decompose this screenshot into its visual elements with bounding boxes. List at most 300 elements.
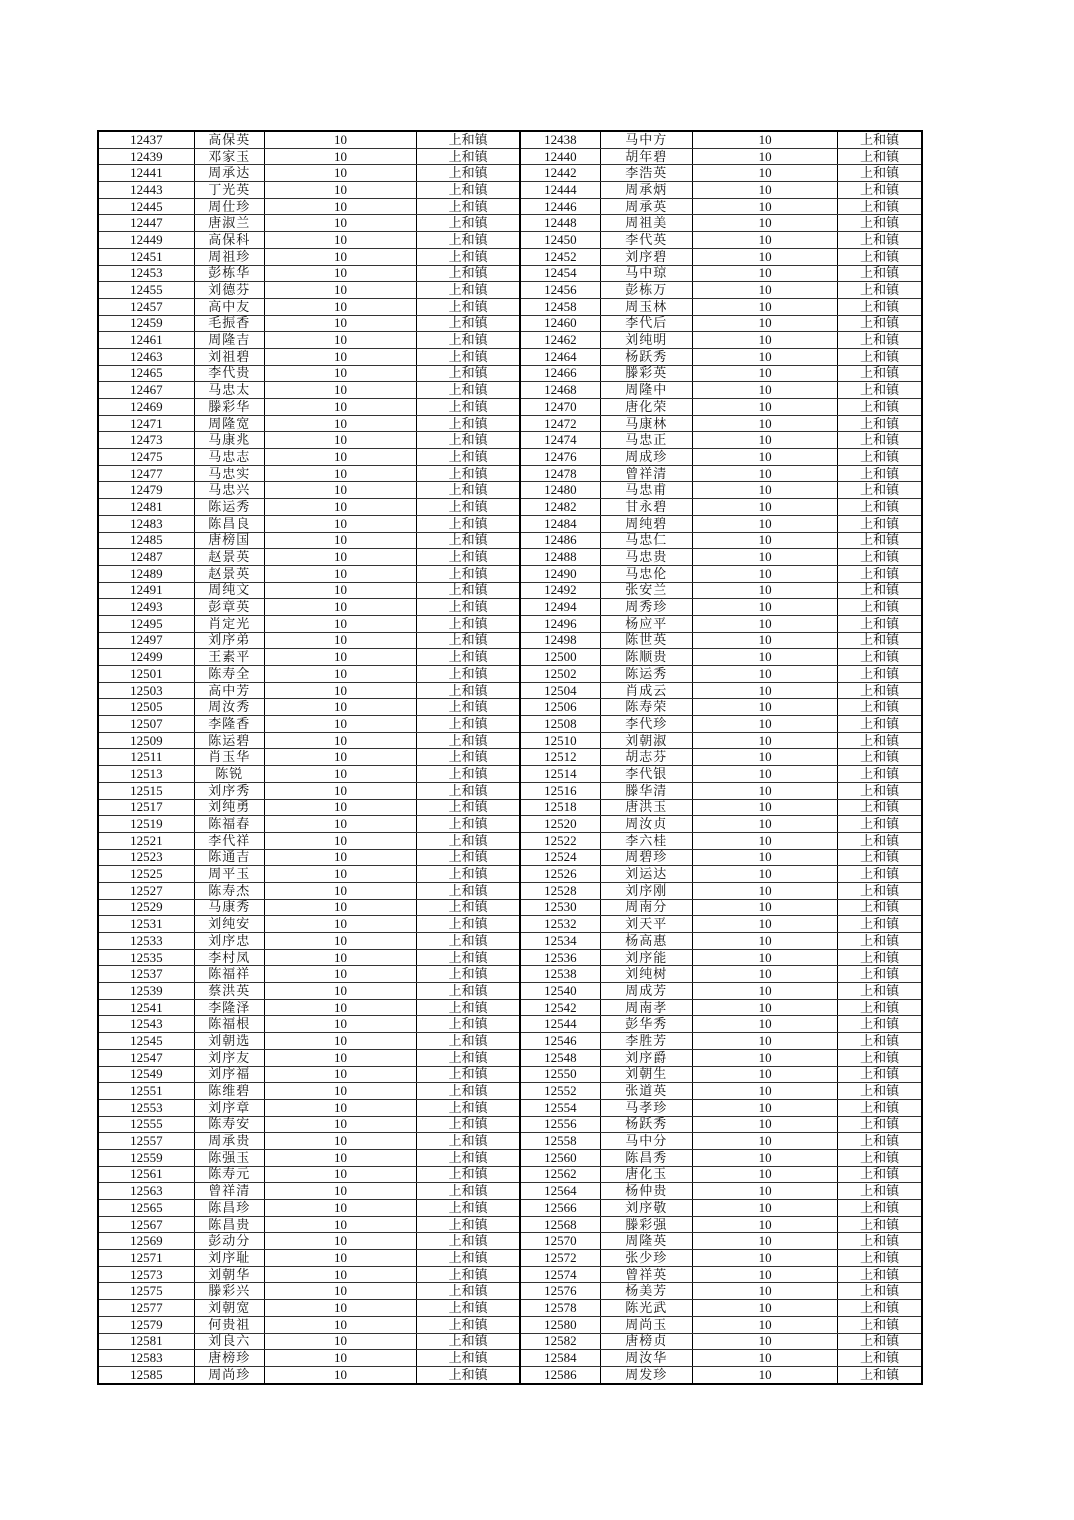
right-person-name-cell: 彭栋万 bbox=[600, 282, 692, 299]
left-person-name-cell: 刘纯勇 bbox=[194, 799, 264, 816]
left-town-cell: 上和镇 bbox=[417, 599, 520, 616]
left-person-name-cell: 高中芳 bbox=[194, 682, 264, 699]
table-row bbox=[98, 1116, 922, 1133]
left-town-cell: 上和镇 bbox=[417, 1016, 520, 1033]
left-row-id-cell: 12529 bbox=[98, 899, 194, 916]
right-town-cell: 上和镇 bbox=[838, 916, 922, 933]
left-amount-cell: 10 bbox=[264, 949, 416, 966]
table-row bbox=[98, 1183, 922, 1200]
left-person-name-cell: 陈福根 bbox=[194, 1016, 264, 1033]
right-town-cell: 上和镇 bbox=[838, 832, 922, 849]
left-person-name-cell: 彭栋华 bbox=[194, 265, 264, 282]
right-row-id-cell: 12496 bbox=[520, 615, 600, 632]
left-town-cell: 上和镇 bbox=[417, 248, 520, 265]
right-amount-cell: 10 bbox=[692, 1366, 837, 1383]
left-town-cell: 上和镇 bbox=[417, 1099, 520, 1116]
table-row bbox=[98, 682, 922, 699]
right-row-id-cell: 12490 bbox=[520, 565, 600, 582]
right-person-name-cell: 刘朝生 bbox=[600, 1066, 692, 1083]
right-amount-cell: 10 bbox=[692, 1049, 837, 1066]
right-row-id-cell: 12530 bbox=[520, 899, 600, 916]
table-row bbox=[98, 1333, 922, 1350]
left-amount-cell: 10 bbox=[264, 782, 416, 799]
right-town-cell: 上和镇 bbox=[838, 1350, 922, 1367]
right-person-name-cell: 周发珍 bbox=[600, 1366, 692, 1383]
left-person-name-cell: 曾祥清 bbox=[194, 1183, 264, 1200]
right-person-name-cell: 杨仲贵 bbox=[600, 1183, 692, 1200]
right-row-id-cell: 12472 bbox=[520, 415, 600, 432]
right-row-id-cell: 12566 bbox=[520, 1200, 600, 1217]
left-town-cell: 上和镇 bbox=[417, 832, 520, 849]
right-town-cell: 上和镇 bbox=[838, 1033, 922, 1050]
left-person-name-cell: 赵景英 bbox=[194, 549, 264, 566]
left-amount-cell: 10 bbox=[264, 265, 416, 282]
left-row-id-cell: 12563 bbox=[98, 1183, 194, 1200]
left-amount-cell: 10 bbox=[264, 832, 416, 849]
table-row bbox=[98, 499, 922, 516]
right-person-name-cell: 杨跃秀 bbox=[600, 1116, 692, 1133]
right-person-name-cell: 陈世英 bbox=[600, 632, 692, 649]
table-row bbox=[98, 782, 922, 799]
right-person-name-cell: 李代后 bbox=[600, 315, 692, 332]
left-row-id-cell: 12467 bbox=[98, 382, 194, 399]
left-town-cell: 上和镇 bbox=[417, 582, 520, 599]
right-person-name-cell: 周汝贞 bbox=[600, 816, 692, 833]
left-amount-cell: 10 bbox=[264, 682, 416, 699]
left-amount-cell: 10 bbox=[264, 649, 416, 666]
left-amount-cell: 10 bbox=[264, 415, 416, 432]
left-town-cell: 上和镇 bbox=[417, 1366, 520, 1383]
left-town-cell: 上和镇 bbox=[417, 766, 520, 783]
left-town-cell: 上和镇 bbox=[417, 1116, 520, 1133]
left-person-name-cell: 陈维碧 bbox=[194, 1083, 264, 1100]
right-person-name-cell: 陈运秀 bbox=[600, 666, 692, 683]
left-row-id-cell: 12525 bbox=[98, 866, 194, 883]
left-town-cell: 上和镇 bbox=[417, 1133, 520, 1150]
left-town-cell: 上和镇 bbox=[417, 298, 520, 315]
left-amount-cell: 10 bbox=[264, 632, 416, 649]
right-row-id-cell: 12514 bbox=[520, 766, 600, 783]
right-row-id-cell: 12486 bbox=[520, 532, 600, 549]
table-row bbox=[98, 1216, 922, 1233]
left-town-cell: 上和镇 bbox=[417, 615, 520, 632]
right-town-cell: 上和镇 bbox=[838, 549, 922, 566]
right-row-id-cell: 12454 bbox=[520, 265, 600, 282]
right-person-name-cell: 杨跃秀 bbox=[600, 348, 692, 365]
left-town-cell: 上和镇 bbox=[417, 1183, 520, 1200]
right-amount-cell: 10 bbox=[692, 1266, 837, 1283]
left-person-name-cell: 李隆香 bbox=[194, 716, 264, 733]
right-person-name-cell: 甘永碧 bbox=[600, 499, 692, 516]
left-amount-cell: 10 bbox=[264, 882, 416, 899]
left-row-id-cell: 12543 bbox=[98, 1016, 194, 1033]
table-row bbox=[98, 966, 922, 983]
left-amount-cell: 10 bbox=[264, 182, 416, 199]
left-town-cell: 上和镇 bbox=[417, 382, 520, 399]
right-amount-cell: 10 bbox=[692, 799, 837, 816]
right-amount-cell: 10 bbox=[692, 1066, 837, 1083]
right-town-cell: 上和镇 bbox=[838, 532, 922, 549]
left-person-name-cell: 陈福祥 bbox=[194, 966, 264, 983]
left-row-id-cell: 12481 bbox=[98, 499, 194, 516]
right-person-name-cell: 胡志芬 bbox=[600, 749, 692, 766]
right-amount-cell: 10 bbox=[692, 1300, 837, 1317]
right-amount-cell: 10 bbox=[692, 232, 837, 249]
left-person-name-cell: 周仕珍 bbox=[194, 198, 264, 215]
right-town-cell: 上和镇 bbox=[838, 1283, 922, 1300]
right-row-id-cell: 12550 bbox=[520, 1066, 600, 1083]
right-town-cell: 上和镇 bbox=[838, 749, 922, 766]
left-amount-cell: 10 bbox=[264, 348, 416, 365]
left-person-name-cell: 何贵祖 bbox=[194, 1316, 264, 1333]
left-town-cell: 上和镇 bbox=[417, 532, 520, 549]
table-row bbox=[98, 148, 922, 165]
left-row-id-cell: 12583 bbox=[98, 1350, 194, 1367]
table-row bbox=[98, 882, 922, 899]
left-row-id-cell: 12455 bbox=[98, 282, 194, 299]
left-row-id-cell: 12465 bbox=[98, 365, 194, 382]
right-row-id-cell: 12498 bbox=[520, 632, 600, 649]
left-row-id-cell: 12505 bbox=[98, 699, 194, 716]
table-row bbox=[98, 415, 922, 432]
left-town-cell: 上和镇 bbox=[417, 732, 520, 749]
left-person-name-cell: 丁光英 bbox=[194, 182, 264, 199]
left-town-cell: 上和镇 bbox=[417, 916, 520, 933]
right-amount-cell: 10 bbox=[692, 1316, 837, 1333]
left-person-name-cell: 唐榜国 bbox=[194, 532, 264, 549]
left-town-cell: 上和镇 bbox=[417, 315, 520, 332]
left-town-cell: 上和镇 bbox=[417, 515, 520, 532]
table-row bbox=[98, 1099, 922, 1116]
right-row-id-cell: 12450 bbox=[520, 232, 600, 249]
left-amount-cell: 10 bbox=[264, 365, 416, 382]
table-row bbox=[98, 1149, 922, 1166]
left-person-name-cell: 陈昌贵 bbox=[194, 1216, 264, 1233]
right-town-cell: 上和镇 bbox=[838, 198, 922, 215]
left-person-name-cell: 马忠太 bbox=[194, 382, 264, 399]
right-amount-cell: 10 bbox=[692, 666, 837, 683]
left-row-id-cell: 12541 bbox=[98, 999, 194, 1016]
left-row-id-cell: 12497 bbox=[98, 632, 194, 649]
right-row-id-cell: 12456 bbox=[520, 282, 600, 299]
right-amount-cell: 10 bbox=[692, 265, 837, 282]
left-person-name-cell: 高中友 bbox=[194, 298, 264, 315]
right-row-id-cell: 12578 bbox=[520, 1300, 600, 1317]
left-person-name-cell: 彭章英 bbox=[194, 599, 264, 616]
right-row-id-cell: 12542 bbox=[520, 999, 600, 1016]
left-row-id-cell: 12517 bbox=[98, 799, 194, 816]
table-row bbox=[98, 666, 922, 683]
right-person-name-cell: 周承英 bbox=[600, 198, 692, 215]
table-row bbox=[98, 1033, 922, 1050]
right-amount-cell: 10 bbox=[692, 916, 837, 933]
left-amount-cell: 10 bbox=[264, 1033, 416, 1050]
right-amount-cell: 10 bbox=[692, 699, 837, 716]
right-amount-cell: 10 bbox=[692, 499, 837, 516]
right-row-id-cell: 12524 bbox=[520, 849, 600, 866]
left-town-cell: 上和镇 bbox=[417, 966, 520, 983]
left-amount-cell: 10 bbox=[264, 565, 416, 582]
right-amount-cell: 10 bbox=[692, 1350, 837, 1367]
right-town-cell: 上和镇 bbox=[838, 1333, 922, 1350]
left-town-cell: 上和镇 bbox=[417, 1216, 520, 1233]
left-row-id-cell: 12513 bbox=[98, 766, 194, 783]
right-town-cell: 上和镇 bbox=[838, 716, 922, 733]
left-row-id-cell: 12485 bbox=[98, 532, 194, 549]
left-town-cell: 上和镇 bbox=[417, 265, 520, 282]
table-row bbox=[98, 599, 922, 616]
left-person-name-cell: 周纯文 bbox=[194, 582, 264, 599]
left-amount-cell: 10 bbox=[264, 298, 416, 315]
left-row-id-cell: 12453 bbox=[98, 265, 194, 282]
right-person-name-cell: 李六桂 bbox=[600, 832, 692, 849]
table-row bbox=[98, 999, 922, 1016]
right-town-cell: 上和镇 bbox=[838, 298, 922, 315]
left-person-name-cell: 周承达 bbox=[194, 165, 264, 182]
left-person-name-cell: 彭动分 bbox=[194, 1233, 264, 1250]
left-row-id-cell: 12445 bbox=[98, 198, 194, 215]
right-person-name-cell: 马孝珍 bbox=[600, 1099, 692, 1116]
right-town-cell: 上和镇 bbox=[838, 182, 922, 199]
table-row bbox=[98, 465, 922, 482]
left-amount-cell: 10 bbox=[264, 983, 416, 1000]
table-row bbox=[98, 766, 922, 783]
left-person-name-cell: 刘朝华 bbox=[194, 1266, 264, 1283]
left-amount-cell: 10 bbox=[264, 465, 416, 482]
right-amount-cell: 10 bbox=[692, 966, 837, 983]
right-amount-cell: 10 bbox=[692, 165, 837, 182]
table-row bbox=[98, 933, 922, 950]
table-row bbox=[98, 382, 922, 399]
right-town-cell: 上和镇 bbox=[838, 1266, 922, 1283]
left-row-id-cell: 12561 bbox=[98, 1166, 194, 1183]
right-person-name-cell: 马忠仁 bbox=[600, 532, 692, 549]
left-person-name-cell: 刘序福 bbox=[194, 1066, 264, 1083]
right-town-cell: 上和镇 bbox=[838, 1116, 922, 1133]
left-person-name-cell: 陈运碧 bbox=[194, 732, 264, 749]
right-person-name-cell: 张道英 bbox=[600, 1083, 692, 1100]
right-amount-cell: 10 bbox=[692, 432, 837, 449]
right-person-name-cell: 刘天平 bbox=[600, 916, 692, 933]
left-amount-cell: 10 bbox=[264, 1016, 416, 1033]
right-person-name-cell: 刘序刚 bbox=[600, 882, 692, 899]
table-row bbox=[98, 282, 922, 299]
right-town-cell: 上和镇 bbox=[838, 799, 922, 816]
left-amount-cell: 10 bbox=[264, 315, 416, 332]
right-amount-cell: 10 bbox=[692, 1033, 837, 1050]
left-row-id-cell: 12441 bbox=[98, 165, 194, 182]
left-amount-cell: 10 bbox=[264, 966, 416, 983]
right-town-cell: 上和镇 bbox=[838, 1066, 922, 1083]
right-town-cell: 上和镇 bbox=[838, 1133, 922, 1150]
table-row bbox=[98, 949, 922, 966]
right-row-id-cell: 12488 bbox=[520, 549, 600, 566]
left-row-id-cell: 12565 bbox=[98, 1200, 194, 1217]
left-amount-cell: 10 bbox=[264, 699, 416, 716]
right-amount-cell: 10 bbox=[692, 532, 837, 549]
right-person-name-cell: 周祖美 bbox=[600, 215, 692, 232]
right-row-id-cell: 12574 bbox=[520, 1266, 600, 1283]
left-row-id-cell: 12475 bbox=[98, 449, 194, 466]
left-row-id-cell: 12487 bbox=[98, 549, 194, 566]
table-row bbox=[98, 1233, 922, 1250]
right-town-cell: 上和镇 bbox=[838, 432, 922, 449]
right-row-id-cell: 12534 bbox=[520, 933, 600, 950]
left-person-name-cell: 陈寿杰 bbox=[194, 882, 264, 899]
left-amount-cell: 10 bbox=[264, 1316, 416, 1333]
right-row-id-cell: 12448 bbox=[520, 215, 600, 232]
left-row-id-cell: 12585 bbox=[98, 1366, 194, 1383]
left-person-name-cell: 陈寿全 bbox=[194, 666, 264, 683]
left-town-cell: 上和镇 bbox=[417, 1166, 520, 1183]
left-row-id-cell: 12547 bbox=[98, 1049, 194, 1066]
left-row-id-cell: 12557 bbox=[98, 1133, 194, 1150]
table-row bbox=[98, 298, 922, 315]
right-town-cell: 上和镇 bbox=[838, 1366, 922, 1383]
right-amount-cell: 10 bbox=[692, 298, 837, 315]
table-row bbox=[98, 816, 922, 833]
right-person-name-cell: 刘序爵 bbox=[600, 1049, 692, 1066]
left-row-id-cell: 12579 bbox=[98, 1316, 194, 1333]
right-town-cell: 上和镇 bbox=[838, 1183, 922, 1200]
right-town-cell: 上和镇 bbox=[838, 1049, 922, 1066]
table-row bbox=[98, 248, 922, 265]
left-amount-cell: 10 bbox=[264, 215, 416, 232]
right-amount-cell: 10 bbox=[692, 549, 837, 566]
right-person-name-cell: 张安兰 bbox=[600, 582, 692, 599]
left-person-name-cell: 马康兆 bbox=[194, 432, 264, 449]
right-person-name-cell: 刘纯树 bbox=[600, 966, 692, 983]
right-town-cell: 上和镇 bbox=[838, 649, 922, 666]
left-person-name-cell: 李代贵 bbox=[194, 365, 264, 382]
right-person-name-cell: 胡年碧 bbox=[600, 148, 692, 165]
left-person-name-cell: 毛振香 bbox=[194, 315, 264, 332]
left-person-name-cell: 陈昌良 bbox=[194, 515, 264, 532]
table-row bbox=[98, 482, 922, 499]
right-amount-cell: 10 bbox=[692, 465, 837, 482]
right-town-cell: 上和镇 bbox=[838, 282, 922, 299]
left-person-name-cell: 刘序弟 bbox=[194, 632, 264, 649]
left-town-cell: 上和镇 bbox=[417, 1233, 520, 1250]
left-row-id-cell: 12567 bbox=[98, 1216, 194, 1233]
left-amount-cell: 10 bbox=[264, 716, 416, 733]
table-row bbox=[98, 716, 922, 733]
left-town-cell: 上和镇 bbox=[417, 1316, 520, 1333]
right-person-name-cell: 马忠正 bbox=[600, 432, 692, 449]
right-amount-cell: 10 bbox=[692, 983, 837, 1000]
table-row bbox=[98, 1366, 922, 1383]
left-amount-cell: 10 bbox=[264, 1133, 416, 1150]
left-amount-cell: 10 bbox=[264, 332, 416, 349]
right-amount-cell: 10 bbox=[692, 849, 837, 866]
right-town-cell: 上和镇 bbox=[838, 131, 922, 148]
left-town-cell: 上和镇 bbox=[417, 749, 520, 766]
table-row bbox=[98, 1350, 922, 1367]
right-town-cell: 上和镇 bbox=[838, 866, 922, 883]
right-row-id-cell: 12442 bbox=[520, 165, 600, 182]
right-person-name-cell: 杨高惠 bbox=[600, 933, 692, 950]
left-person-name-cell: 唐榜珍 bbox=[194, 1350, 264, 1367]
right-row-id-cell: 12500 bbox=[520, 649, 600, 666]
left-amount-cell: 10 bbox=[264, 1116, 416, 1133]
left-person-name-cell: 李隆泽 bbox=[194, 999, 264, 1016]
left-person-name-cell: 刘良六 bbox=[194, 1333, 264, 1350]
table-row bbox=[98, 515, 922, 532]
left-amount-cell: 10 bbox=[264, 582, 416, 599]
left-person-name-cell: 陈寿元 bbox=[194, 1166, 264, 1183]
left-person-name-cell: 马忠志 bbox=[194, 449, 264, 466]
left-row-id-cell: 12479 bbox=[98, 482, 194, 499]
left-town-cell: 上和镇 bbox=[417, 131, 520, 148]
left-person-name-cell: 陈寿安 bbox=[194, 1116, 264, 1133]
right-row-id-cell: 12512 bbox=[520, 749, 600, 766]
left-amount-cell: 10 bbox=[264, 1200, 416, 1217]
left-person-name-cell: 周平玉 bbox=[194, 866, 264, 883]
right-town-cell: 上和镇 bbox=[838, 365, 922, 382]
left-person-name-cell: 马康秀 bbox=[194, 899, 264, 916]
table-row bbox=[98, 983, 922, 1000]
right-amount-cell: 10 bbox=[692, 716, 837, 733]
left-row-id-cell: 12507 bbox=[98, 716, 194, 733]
right-row-id-cell: 12522 bbox=[520, 832, 600, 849]
right-row-id-cell: 12546 bbox=[520, 1033, 600, 1050]
right-row-id-cell: 12518 bbox=[520, 799, 600, 816]
left-amount-cell: 10 bbox=[264, 599, 416, 616]
left-row-id-cell: 12573 bbox=[98, 1266, 194, 1283]
table-body bbox=[98, 131, 922, 1384]
right-town-cell: 上和镇 bbox=[838, 949, 922, 966]
left-person-name-cell: 唐淑兰 bbox=[194, 215, 264, 232]
right-town-cell: 上和镇 bbox=[838, 1233, 922, 1250]
right-amount-cell: 10 bbox=[692, 131, 837, 148]
left-amount-cell: 10 bbox=[264, 499, 416, 516]
left-person-name-cell: 马忠实 bbox=[194, 465, 264, 482]
left-person-name-cell: 刘序耻 bbox=[194, 1250, 264, 1267]
left-town-cell: 上和镇 bbox=[417, 182, 520, 199]
left-town-cell: 上和镇 bbox=[417, 415, 520, 432]
left-row-id-cell: 12499 bbox=[98, 649, 194, 666]
left-row-id-cell: 12515 bbox=[98, 782, 194, 799]
right-amount-cell: 10 bbox=[692, 766, 837, 783]
table-row bbox=[98, 632, 922, 649]
right-row-id-cell: 12586 bbox=[520, 1366, 600, 1383]
right-person-name-cell: 刘序敬 bbox=[600, 1200, 692, 1217]
left-amount-cell: 10 bbox=[264, 666, 416, 683]
left-town-cell: 上和镇 bbox=[417, 682, 520, 699]
left-amount-cell: 10 bbox=[264, 532, 416, 549]
right-town-cell: 上和镇 bbox=[838, 565, 922, 582]
right-amount-cell: 10 bbox=[692, 949, 837, 966]
left-town-cell: 上和镇 bbox=[417, 782, 520, 799]
left-amount-cell: 10 bbox=[264, 732, 416, 749]
left-amount-cell: 10 bbox=[264, 1183, 416, 1200]
left-amount-cell: 10 bbox=[264, 1266, 416, 1283]
right-row-id-cell: 12468 bbox=[520, 382, 600, 399]
table-row bbox=[98, 432, 922, 449]
left-row-id-cell: 12545 bbox=[98, 1033, 194, 1050]
right-amount-cell: 10 bbox=[692, 315, 837, 332]
left-amount-cell: 10 bbox=[264, 933, 416, 950]
right-amount-cell: 10 bbox=[692, 582, 837, 599]
right-person-name-cell: 刘纯明 bbox=[600, 332, 692, 349]
left-town-cell: 上和镇 bbox=[417, 1200, 520, 1217]
table-row bbox=[98, 332, 922, 349]
table-row bbox=[98, 1066, 922, 1083]
left-row-id-cell: 12537 bbox=[98, 966, 194, 983]
left-amount-cell: 10 bbox=[264, 1216, 416, 1233]
left-person-name-cell: 肖玉华 bbox=[194, 749, 264, 766]
left-town-cell: 上和镇 bbox=[417, 1083, 520, 1100]
